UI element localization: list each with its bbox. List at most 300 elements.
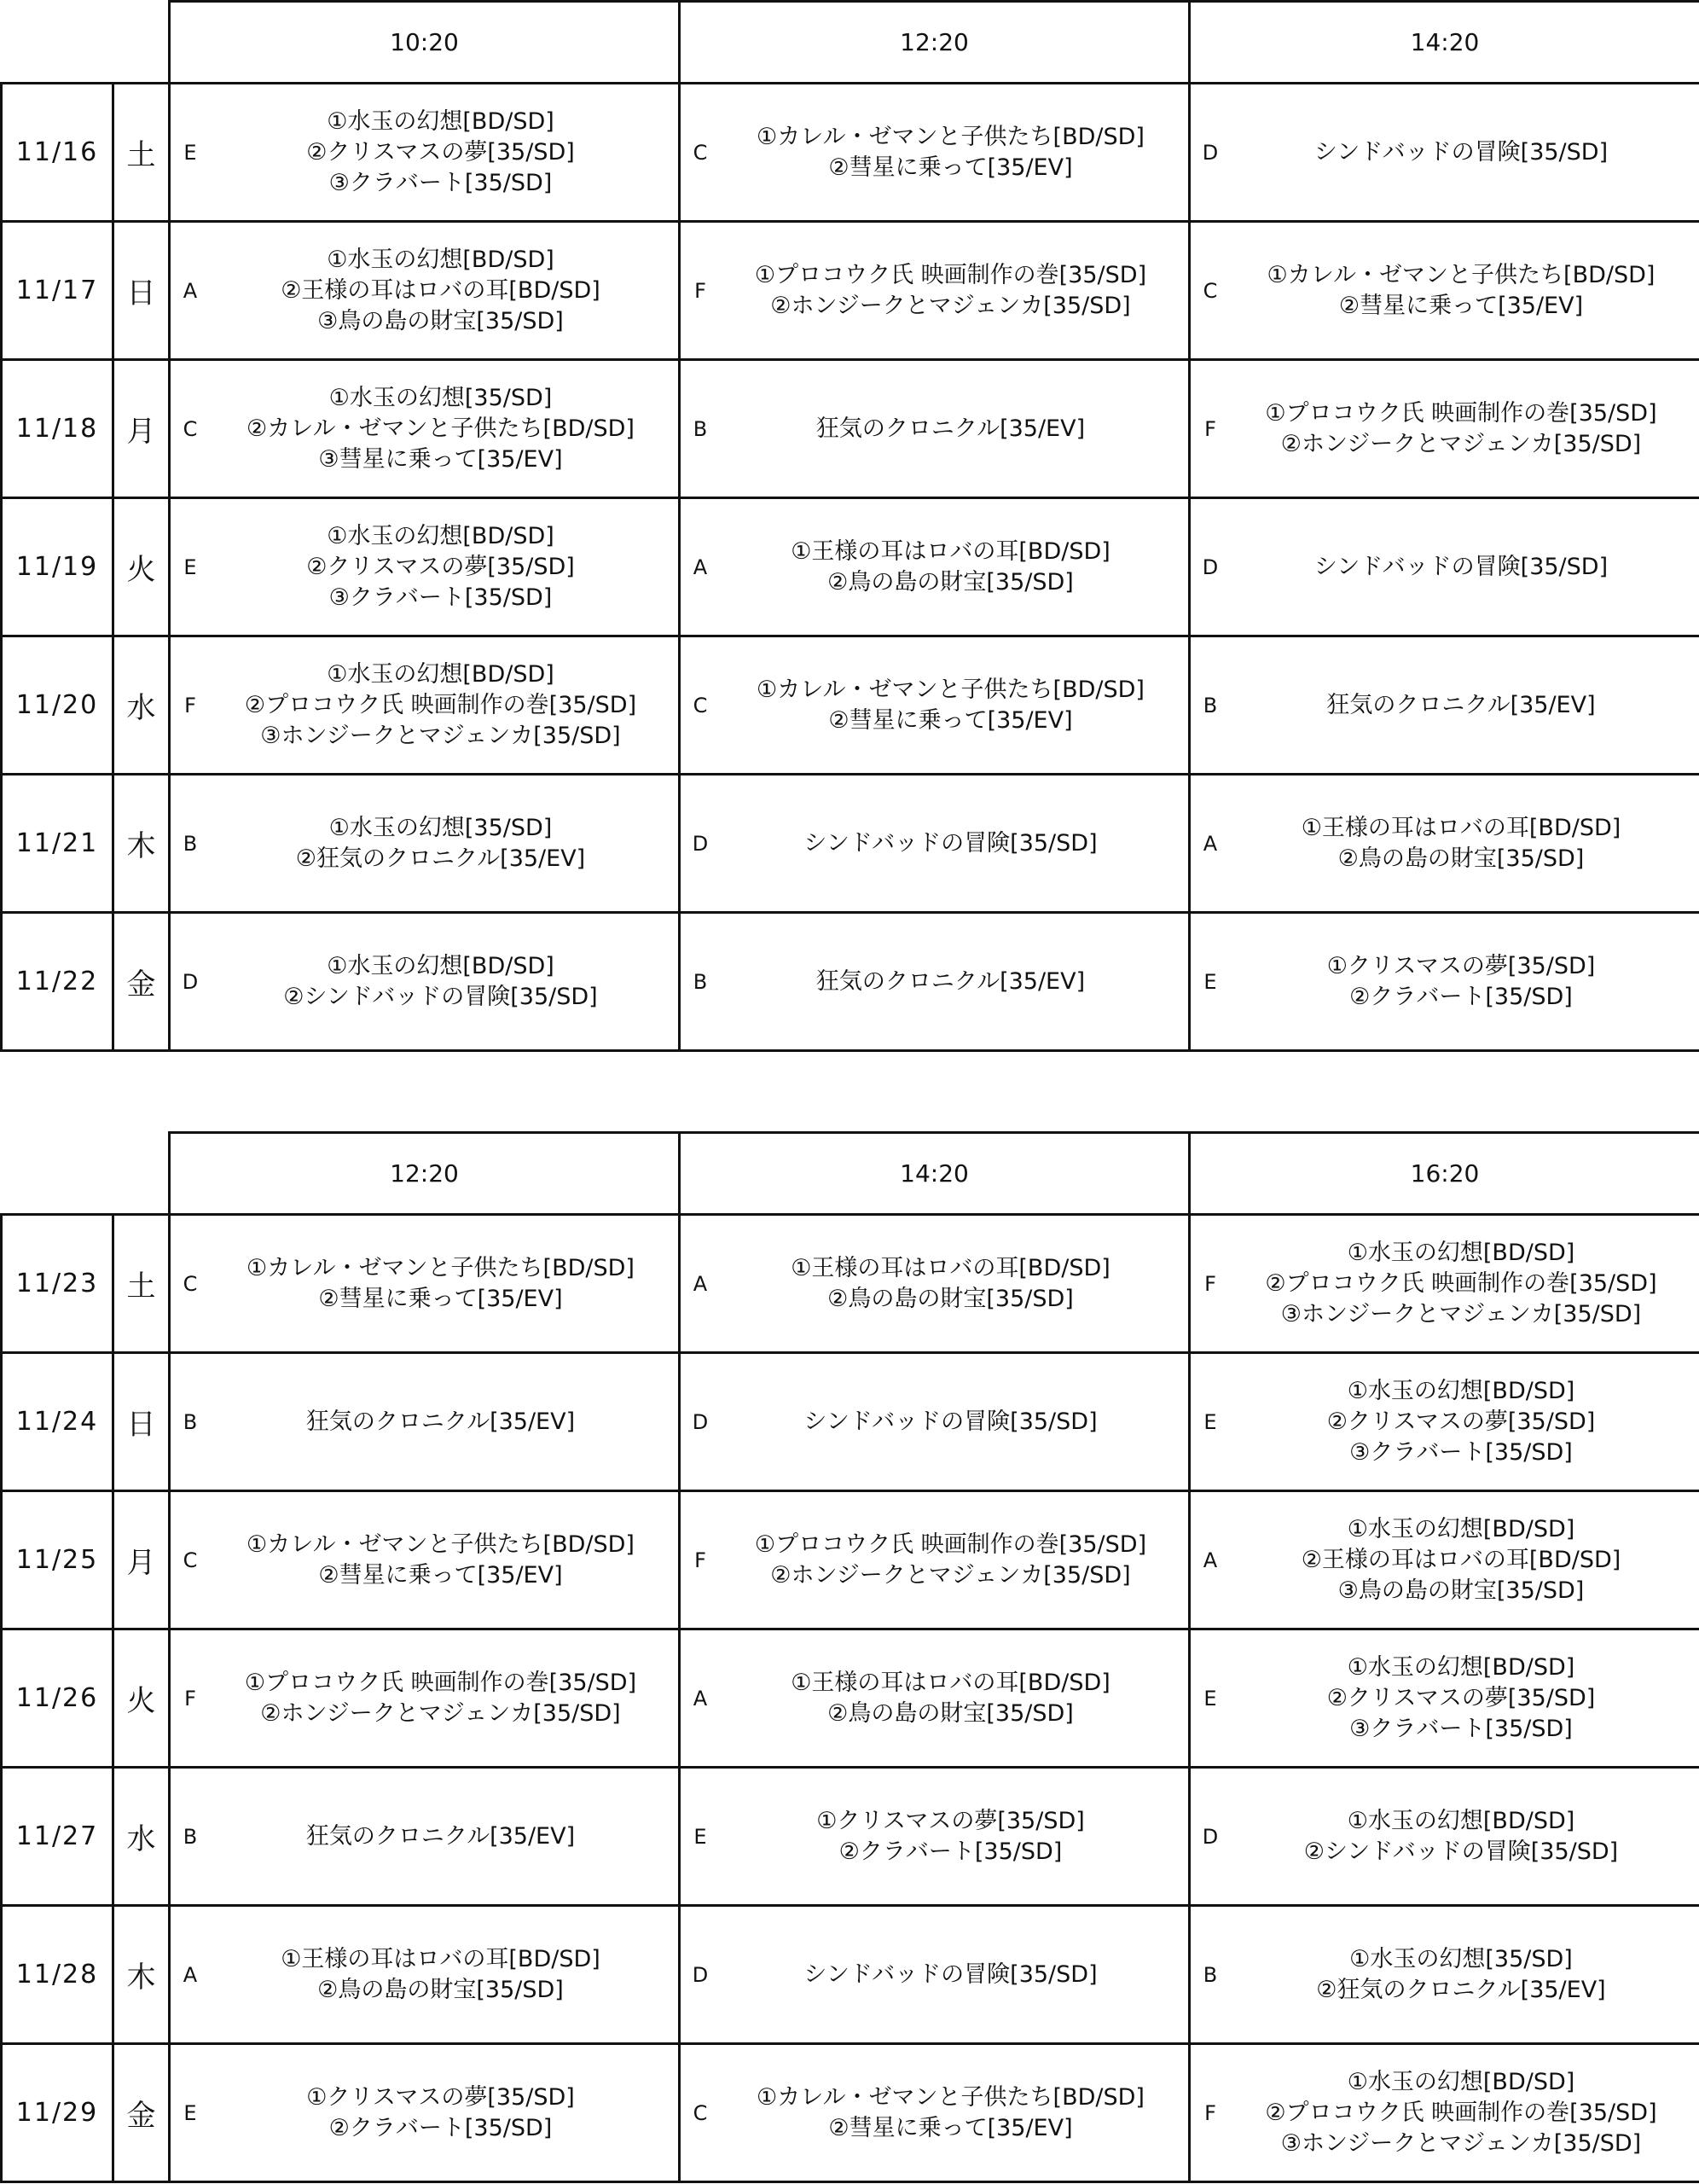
slot-content xyxy=(1191,223,1699,358)
program-code: D xyxy=(1202,555,1219,579)
slot-content xyxy=(681,1769,1188,1904)
film-list xyxy=(1230,690,1699,721)
film-list xyxy=(720,122,1188,183)
film-title: ①王様の耳はロバの耳[BD/SD] xyxy=(791,537,1110,565)
program-code: E xyxy=(693,1824,707,1849)
screening-slot xyxy=(1190,222,1699,360)
film-list xyxy=(210,383,678,475)
film-list xyxy=(210,1407,678,1438)
slot-content xyxy=(681,637,1188,773)
film-title: ②クリスマスの夢[35/SD] xyxy=(306,553,575,580)
slot-content xyxy=(171,637,678,773)
film-list xyxy=(720,1530,1188,1591)
film-title: ①水玉の幻想[BD/SD] xyxy=(1347,2068,1575,2095)
film-list xyxy=(1230,1944,1699,2006)
program-code: F xyxy=(184,693,196,717)
film-title: シンドバッドの冒険[35/SD] xyxy=(1313,138,1609,166)
film-title: ①カレル・ゼマンと子供たち[BD/SD] xyxy=(246,1531,635,1558)
program-code: F xyxy=(694,278,706,303)
film-title: ①水玉の幻想[BD/SD] xyxy=(327,660,554,688)
film-title: ①水玉の幻想[35/SD] xyxy=(1349,1945,1573,1972)
time-slot-header: 12:20 xyxy=(170,1133,680,1215)
film-title: ②鳥の島の財宝[35/SD] xyxy=(1337,845,1585,872)
time-slot-header: 14:20 xyxy=(680,1133,1190,1215)
film-title: ②クリスマスの夢[35/SD] xyxy=(306,138,575,166)
film-list xyxy=(720,1253,1188,1315)
film-title: ③ホンジークとマジェンカ[35/SD] xyxy=(1280,1300,1642,1327)
film-title: ①クリスマスの夢[35/SD] xyxy=(306,2083,575,2111)
screening-slot xyxy=(1190,84,1699,222)
film-title: ②プロコウク氏 映画制作の巻[35/SD] xyxy=(1265,1269,1657,1297)
film-title: ①水玉の幻想[BD/SD] xyxy=(327,246,554,273)
day-weekday: 土 xyxy=(113,84,170,222)
slot-content xyxy=(171,1492,678,1628)
slot-content xyxy=(1191,637,1699,773)
film-title: ①カレル・ゼマンと子供たち[BD/SD] xyxy=(757,676,1145,703)
schedule-day-row xyxy=(2,913,1699,1051)
program-code: B xyxy=(1203,693,1218,717)
screening-slot xyxy=(170,498,680,636)
program-code: C xyxy=(693,693,708,717)
film-list xyxy=(1230,1238,1699,1330)
film-title: ②クラバート[35/SD] xyxy=(1349,983,1573,1010)
film-title: ①プロコウク氏 映画制作の巻[35/SD] xyxy=(754,1531,1147,1558)
slot-content xyxy=(1191,1492,1699,1628)
program-code: A xyxy=(183,1962,198,1987)
program-code: F xyxy=(184,1686,196,1711)
screening-slot xyxy=(680,1906,1190,2044)
time-header-row xyxy=(2,1133,1699,1215)
program-code: E xyxy=(183,555,197,579)
slot-content xyxy=(171,1354,678,1490)
film-title: ③ホンジークとマジェンカ[35/SD] xyxy=(260,722,621,749)
slot-content xyxy=(171,2045,678,2181)
film-title: シンドバッドの冒険[35/SD] xyxy=(803,1408,1098,1435)
schedule-body xyxy=(2,1133,1699,2182)
day-weekday: 火 xyxy=(113,498,170,636)
film-title: ③彗星に乗って[35/EV] xyxy=(318,445,563,473)
film-title: ①水玉の幻想[BD/SD] xyxy=(1347,1239,1575,1266)
film-title: ②彗星に乗って[35/EV] xyxy=(1338,292,1584,319)
program-code: A xyxy=(1203,831,1218,856)
film-list xyxy=(210,2082,678,2144)
screening-slot xyxy=(170,360,680,498)
program-code: F xyxy=(1204,1271,1216,1296)
film-title: ③クラバート[35/SD] xyxy=(1349,1715,1573,1742)
screening-slot xyxy=(1190,636,1699,775)
program-code: F xyxy=(1204,2100,1216,2125)
film-title: ①王様の耳はロバの耳[BD/SD] xyxy=(1301,814,1621,841)
program-code: A xyxy=(693,1271,708,1296)
day-date: 11/22 xyxy=(2,913,113,1051)
screening-slot xyxy=(680,1215,1190,1353)
film-title: ③クラバート[35/SD] xyxy=(328,584,553,611)
time-slot-header: 12:20 xyxy=(680,2,1190,84)
film-list xyxy=(1230,552,1699,583)
screening-slot xyxy=(170,913,680,1051)
schedule-day-row xyxy=(2,360,1699,498)
film-list xyxy=(210,521,678,613)
screening-slot xyxy=(1190,1215,1699,1353)
slot-content xyxy=(1191,1630,1699,1766)
schedule-day-row xyxy=(2,1215,1699,1353)
program-code: B xyxy=(693,969,708,994)
film-list xyxy=(720,1806,1188,1867)
film-list xyxy=(210,1944,678,2006)
film-list xyxy=(720,1960,1188,1990)
film-list xyxy=(1230,137,1699,168)
program-code: D xyxy=(692,831,709,856)
program-code: C xyxy=(183,1271,198,1296)
program-code: E xyxy=(1203,1409,1217,1434)
film-title: 狂気のクロニクル[35/EV] xyxy=(305,1822,576,1850)
slot-content xyxy=(1191,775,1699,911)
film-list xyxy=(210,813,678,874)
program-code: C xyxy=(693,140,708,165)
film-title: ②鳥の島の財宝[35/SD] xyxy=(827,568,1074,595)
film-list xyxy=(720,675,1188,736)
screening-slot xyxy=(170,1353,680,1491)
film-title: ②鳥の島の財宝[35/SD] xyxy=(827,1285,1074,1312)
day-weekday: 月 xyxy=(113,360,170,498)
film-title: ②クラバート[35/SD] xyxy=(838,1838,1063,1865)
film-list xyxy=(210,1253,678,1315)
film-title: ②カレル・ゼマンと子供たち[BD/SD] xyxy=(246,415,635,442)
film-title: ①水玉の幻想[BD/SD] xyxy=(327,952,554,979)
screening-slot xyxy=(680,222,1190,360)
film-list xyxy=(1230,398,1699,460)
film-title: ②クラバート[35/SD] xyxy=(328,2114,553,2141)
film-title: ②彗星に乗って[35/EV] xyxy=(828,706,1073,734)
day-date: 11/21 xyxy=(2,775,113,913)
slot-content xyxy=(171,223,678,358)
slot-content xyxy=(171,914,678,1049)
day-date: 11/26 xyxy=(2,1629,113,1768)
screening-slot xyxy=(170,84,680,222)
film-title: 狂気のクロニクル[35/EV] xyxy=(1326,691,1596,718)
slot-content xyxy=(681,223,1188,358)
program-code: B xyxy=(693,416,708,441)
screening-slot xyxy=(170,636,680,775)
day-date: 11/28 xyxy=(2,1906,113,2044)
schedule-day-row xyxy=(2,1906,1699,2044)
film-title: ②ホンジークとマジェンカ[35/SD] xyxy=(770,292,1131,319)
screening-slot xyxy=(170,222,680,360)
film-title: ③ホンジークとマジェンカ[35/SD] xyxy=(1280,2129,1642,2157)
screening-slot xyxy=(1190,2044,1699,2182)
film-list xyxy=(720,1407,1188,1438)
time-header-row xyxy=(2,2,1699,84)
film-title: ②狂気のクロニクル[35/EV] xyxy=(1316,1976,1606,2003)
day-weekday: 土 xyxy=(113,1215,170,1353)
film-title: シンドバッドの冒険[35/SD] xyxy=(803,829,1098,857)
film-list xyxy=(1230,260,1699,322)
screening-slot xyxy=(680,498,1190,636)
film-title: ②王様の耳はロバの耳[BD/SD] xyxy=(281,276,600,304)
film-list xyxy=(720,414,1188,444)
film-list xyxy=(210,1668,678,1729)
program-code: B xyxy=(1203,1962,1218,1987)
film-title: ②彗星に乗って[35/EV] xyxy=(828,2114,1073,2141)
slot-content xyxy=(681,1216,1188,1351)
film-title: ②ホンジークとマジェンカ[35/SD] xyxy=(1280,430,1642,457)
film-title: ①水玉の幻想[BD/SD] xyxy=(1347,1377,1575,1404)
slot-content xyxy=(681,1907,1188,2042)
program-code: C xyxy=(183,1548,198,1572)
film-title: シンドバッドの冒険[35/SD] xyxy=(803,1960,1098,1988)
film-title: ②ホンジークとマジェンカ[35/SD] xyxy=(260,1699,621,1727)
header-blank-weekday xyxy=(113,2,170,84)
screening-slot xyxy=(680,84,1190,222)
film-title: ①王様の耳はロバの耳[BD/SD] xyxy=(281,1945,600,1972)
screening-slot xyxy=(680,913,1190,1051)
schedule-day-row xyxy=(2,498,1699,636)
film-title: ②鳥の島の財宝[35/SD] xyxy=(317,1976,564,2003)
film-title: 狂気のクロニクル[35/EV] xyxy=(305,1408,576,1435)
program-code: A xyxy=(1203,1548,1218,1572)
slot-content xyxy=(681,775,1188,911)
film-title: ①水玉の幻想[BD/SD] xyxy=(327,107,554,135)
program-code: E xyxy=(1203,1686,1217,1711)
screening-slot xyxy=(170,1906,680,2044)
film-title: ①水玉の幻想[BD/SD] xyxy=(1347,1515,1575,1542)
film-title: ②シンドバッドの冒険[35/SD] xyxy=(283,983,598,1010)
film-list xyxy=(720,260,1188,322)
screening-slot xyxy=(170,1768,680,1906)
film-title: ②シンドバッドの冒険[35/SD] xyxy=(1303,1838,1619,1865)
day-weekday: 金 xyxy=(113,913,170,1051)
slot-content xyxy=(681,499,1188,635)
program-code: D xyxy=(692,1962,709,1987)
program-code: D xyxy=(1202,1824,1219,1849)
schedule-day-row xyxy=(2,84,1699,222)
film-title: ①水玉の幻想[BD/SD] xyxy=(327,522,554,549)
schedule-day-row xyxy=(2,222,1699,360)
slot-content xyxy=(171,361,678,497)
film-list xyxy=(720,1668,1188,1729)
film-title: ①水玉の幻想[35/SD] xyxy=(328,814,553,841)
day-date: 11/18 xyxy=(2,360,113,498)
program-code: A xyxy=(693,555,708,579)
slot-content xyxy=(171,1769,678,1904)
program-code: C xyxy=(693,2100,708,2125)
slot-content xyxy=(681,361,1188,497)
program-code: E xyxy=(1203,969,1217,994)
film-title: ①プロコウク氏 映画制作の巻[35/SD] xyxy=(244,1669,637,1696)
day-date: 11/16 xyxy=(2,84,113,222)
schedule-day-row xyxy=(2,2044,1699,2182)
screening-slot xyxy=(170,775,680,913)
program-code: E xyxy=(183,2100,197,2125)
program-code: A xyxy=(693,1686,708,1711)
screening-slot xyxy=(1190,913,1699,1051)
film-title: ①水玉の幻想[BD/SD] xyxy=(1347,1653,1575,1681)
day-weekday: 月 xyxy=(113,1491,170,1629)
film-title: ②彗星に乗って[35/EV] xyxy=(828,154,1073,181)
screening-slot xyxy=(170,1215,680,1353)
film-list xyxy=(210,245,678,337)
film-title: ②鳥の島の財宝[35/SD] xyxy=(827,1699,1074,1727)
day-date: 11/17 xyxy=(2,222,113,360)
schedule-table-week-1 xyxy=(0,0,1699,1052)
film-title: ①王様の耳はロバの耳[BD/SD] xyxy=(791,1669,1110,1696)
slot-content xyxy=(171,499,678,635)
header-blank-weekday xyxy=(113,1133,170,1215)
film-list xyxy=(210,951,678,1013)
film-title: シンドバッドの冒険[35/SD] xyxy=(1313,553,1609,580)
program-code: D xyxy=(182,969,199,994)
screening-slot xyxy=(1190,1491,1699,1629)
film-title: ①クリスマスの夢[35/SD] xyxy=(1326,952,1596,979)
screening-slot xyxy=(1190,1768,1699,1906)
header-blank-date xyxy=(2,2,113,84)
film-title: ①カレル・ゼマンと子供たち[BD/SD] xyxy=(757,2083,1145,2111)
film-title: ①カレル・ゼマンと子供たち[BD/SD] xyxy=(757,123,1145,150)
program-code: C xyxy=(183,416,198,441)
film-list xyxy=(210,107,678,199)
film-list xyxy=(1230,813,1699,874)
time-slot-header: 16:20 xyxy=(1190,1133,1699,1215)
film-list xyxy=(720,967,1188,997)
film-title: ①プロコウク氏 映画制作の巻[35/SD] xyxy=(754,261,1147,288)
day-date: 11/19 xyxy=(2,498,113,636)
day-weekday: 水 xyxy=(113,636,170,775)
film-title: 狂気のクロニクル[35/EV] xyxy=(815,967,1086,995)
day-weekday: 木 xyxy=(113,1906,170,2044)
film-title: ①王様の耳はロバの耳[BD/SD] xyxy=(791,1254,1110,1281)
screening-slot xyxy=(680,636,1190,775)
film-title: ②狂気のクロニクル[35/EV] xyxy=(295,845,586,872)
schedule-body xyxy=(2,2,1699,1051)
film-title: ③鳥の島の財宝[35/SD] xyxy=(317,307,564,334)
day-date: 11/29 xyxy=(2,2044,113,2182)
day-date: 11/27 xyxy=(2,1768,113,1906)
slot-content xyxy=(1191,1216,1699,1351)
film-title: ①クリスマスの夢[35/SD] xyxy=(816,1807,1085,1834)
film-title: ①カレル・ゼマンと子供たち[BD/SD] xyxy=(1267,261,1656,288)
film-list xyxy=(1230,2067,1699,2159)
program-code: A xyxy=(183,278,198,303)
day-date: 11/24 xyxy=(2,1353,113,1491)
film-title: ②彗星に乗って[35/EV] xyxy=(318,1285,563,1312)
screening-slot xyxy=(680,1629,1190,1768)
slot-content xyxy=(1191,1907,1699,2042)
slot-content xyxy=(171,84,678,220)
screening-slot xyxy=(170,2044,680,2182)
screening-slot xyxy=(1190,1629,1699,1768)
film-list xyxy=(210,1530,678,1591)
slot-content xyxy=(681,1354,1188,1490)
slot-content xyxy=(1191,361,1699,497)
slot-content xyxy=(1191,84,1699,220)
slot-content xyxy=(1191,1354,1699,1490)
film-list xyxy=(720,828,1188,859)
film-title: ③クラバート[35/SD] xyxy=(328,169,553,196)
header-blank-date xyxy=(2,1133,113,1215)
day-date: 11/23 xyxy=(2,1215,113,1353)
schedule-day-row xyxy=(2,636,1699,775)
program-code: C xyxy=(1203,278,1218,303)
day-weekday: 日 xyxy=(113,222,170,360)
day-weekday: 火 xyxy=(113,1629,170,1768)
time-slot-header: 10:20 xyxy=(170,2,680,84)
film-title: ②クリスマスの夢[35/SD] xyxy=(1326,1408,1596,1435)
schedule-day-row xyxy=(2,1491,1699,1629)
program-code: B xyxy=(183,1824,198,1849)
film-list xyxy=(210,1821,678,1852)
slot-content xyxy=(171,775,678,911)
screening-slot xyxy=(680,2044,1190,2182)
screening-slot xyxy=(1190,1353,1699,1491)
slot-content xyxy=(171,1907,678,2042)
film-list xyxy=(1230,1514,1699,1606)
screening-slot xyxy=(170,1629,680,1768)
screening-slot xyxy=(680,775,1190,913)
film-title: 狂気のクロニクル[35/EV] xyxy=(815,415,1086,442)
screening-slot xyxy=(680,1768,1190,1906)
film-title: ②彗星に乗って[35/EV] xyxy=(318,1561,563,1589)
schedule-day-row xyxy=(2,1353,1699,1491)
program-code: F xyxy=(694,1548,706,1572)
film-title: ②王様の耳はロバの耳[BD/SD] xyxy=(1301,1546,1621,1573)
screening-slot xyxy=(170,1491,680,1629)
day-date: 11/20 xyxy=(2,636,113,775)
film-list xyxy=(1230,1653,1699,1745)
film-title: ②プロコウク氏 映画制作の巻[35/SD] xyxy=(244,691,637,718)
day-weekday: 木 xyxy=(113,775,170,913)
day-weekday: 水 xyxy=(113,1768,170,1906)
film-list xyxy=(1230,1806,1699,1867)
program-code: E xyxy=(183,140,197,165)
schedule-day-row xyxy=(2,1629,1699,1768)
day-weekday: 金 xyxy=(113,2044,170,2182)
program-code: B xyxy=(183,1409,198,1434)
slot-content xyxy=(1191,499,1699,635)
slot-content xyxy=(1191,1769,1699,1904)
screening-slot xyxy=(680,1491,1190,1629)
film-title: ②クリスマスの夢[35/SD] xyxy=(1326,1684,1596,1711)
time-slot-header: 14:20 xyxy=(1190,2,1699,84)
schedule-day-row xyxy=(2,775,1699,913)
slot-content xyxy=(681,1630,1188,1766)
schedule-day-row xyxy=(2,1768,1699,1906)
day-weekday: 日 xyxy=(113,1353,170,1491)
film-title: ③鳥の島の財宝[35/SD] xyxy=(1337,1577,1585,1604)
film-list xyxy=(1230,951,1699,1013)
film-title: ①カレル・ゼマンと子供たち[BD/SD] xyxy=(246,1254,635,1281)
film-title: ①水玉の幻想[35/SD] xyxy=(328,384,553,411)
slot-content xyxy=(681,84,1188,220)
program-code: F xyxy=(1204,416,1216,441)
slot-content xyxy=(1191,2045,1699,2181)
screening-slot xyxy=(680,360,1190,498)
film-title: ①水玉の幻想[BD/SD] xyxy=(1347,1807,1575,1834)
film-list xyxy=(720,537,1188,598)
film-title: ①プロコウク氏 映画制作の巻[35/SD] xyxy=(1265,399,1657,427)
film-title: ③クラバート[35/SD] xyxy=(1349,1438,1573,1466)
program-code: B xyxy=(183,831,198,856)
film-list xyxy=(210,659,678,752)
day-date: 11/25 xyxy=(2,1491,113,1629)
screening-slot xyxy=(1190,360,1699,498)
slot-content xyxy=(681,2045,1188,2181)
schedule-table-week-2 xyxy=(0,1131,1699,2183)
film-title: ②ホンジークとマジェンカ[35/SD] xyxy=(770,1561,1131,1589)
slot-content xyxy=(681,914,1188,1049)
screening-slot xyxy=(1190,1906,1699,2044)
film-list xyxy=(1230,1376,1699,1468)
slot-content xyxy=(681,1492,1188,1628)
